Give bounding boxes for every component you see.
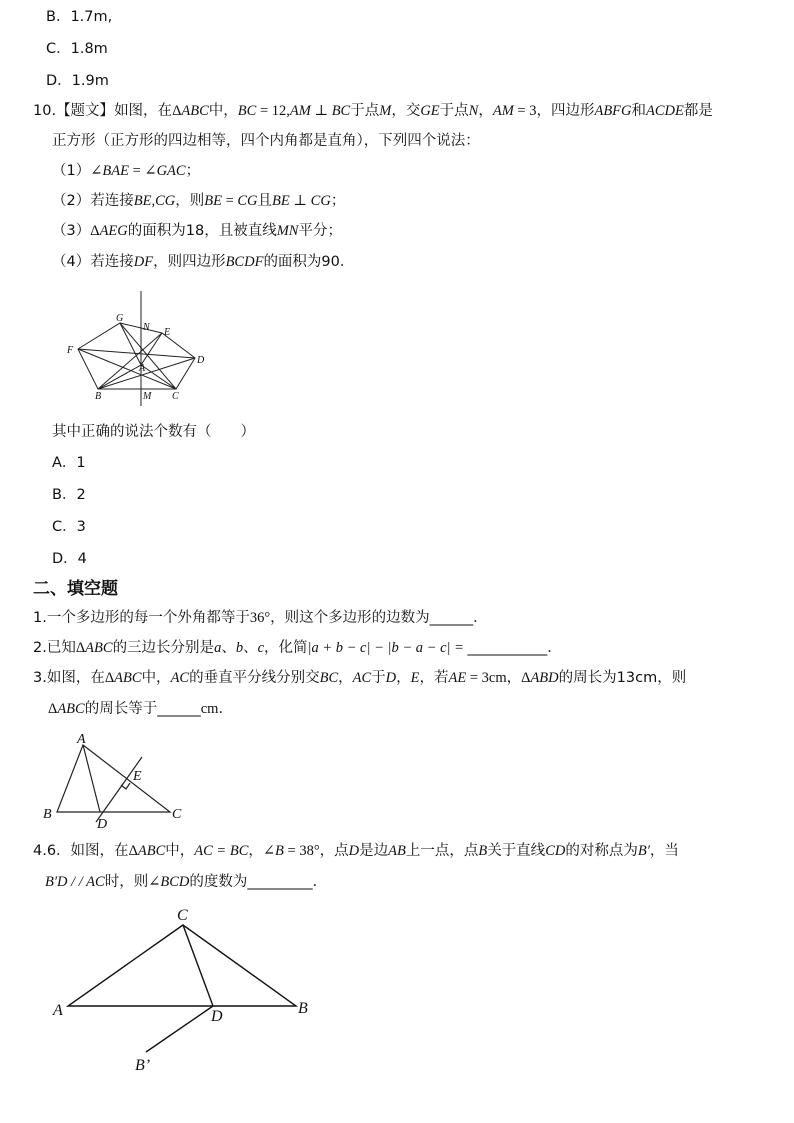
label-d: D [197, 355, 205, 366]
text: 、 [243, 640, 258, 656]
math: CD [545, 843, 566, 859]
text: ， [396, 670, 411, 686]
math: ABC [57, 701, 85, 717]
angle-symbol: ∠ [144, 163, 157, 179]
text: ； [185, 163, 201, 179]
label-b: B [95, 391, 102, 402]
q10-statement-2 [52, 191, 345, 211]
text: 都是 [683, 103, 713, 119]
text: 和 [631, 103, 647, 119]
option-d: D．1.9m [46, 73, 109, 89]
math: ABC [85, 640, 113, 656]
math: ABC [137, 843, 166, 859]
text: 的周长为13cm，则 [558, 670, 687, 686]
text: 的垂直平分线分别交 [189, 670, 320, 686]
math: BCDF [225, 254, 264, 270]
math: GE [420, 103, 440, 119]
label-m: M [143, 391, 152, 402]
text: ，交 [391, 103, 421, 119]
math: D [348, 843, 360, 859]
triangle-symbol: Δ [172, 103, 182, 119]
fill-question-4-line2 [45, 872, 327, 892]
section-title: 二、填空题 [33, 579, 118, 599]
text: 的面积为18，且被直线 [127, 223, 277, 239]
text: （1） [52, 163, 91, 179]
text: 于点 [350, 103, 380, 119]
math: BE [133, 193, 152, 209]
triangle-symbol: Δ [48, 701, 58, 717]
text: ， [506, 670, 522, 686]
math: ⊥ [310, 103, 332, 119]
text: ，点 [319, 843, 349, 859]
q10-line2: 正方形（正方形的四边相等，四个内角都是直角），下列四个说法： [52, 133, 480, 149]
math: B [478, 843, 488, 859]
q10-option-b: B．2 [52, 487, 86, 503]
text: 上一点，点 [405, 843, 479, 859]
triangle-symbol: Δ [521, 670, 531, 686]
angle-symbol: ∠ [90, 163, 103, 179]
text: 于点 [439, 103, 469, 119]
math: BC [319, 670, 339, 686]
label-e: E [164, 327, 171, 338]
triangle-abc [57, 745, 170, 812]
triangle-symbol: Δ [75, 640, 86, 656]
text: （4）若连接 [52, 254, 134, 270]
math: ABFG [594, 103, 632, 119]
angle-symbol: ∠ [148, 874, 161, 890]
label-f: F [67, 345, 74, 356]
math: AEG [99, 223, 128, 239]
label-c: C [172, 807, 182, 822]
text: 中， [141, 670, 171, 686]
math: ABC [181, 103, 209, 119]
text: ． [218, 701, 233, 717]
label-d: D [211, 1008, 223, 1025]
math: AB [388, 843, 406, 859]
math: B′D / / AC [45, 874, 105, 890]
q10-statement-1 [52, 161, 200, 181]
math: AM [492, 103, 514, 119]
text: 关于直线 [487, 843, 546, 859]
math: BAE [102, 163, 129, 179]
text: 的对称点为 [565, 843, 638, 859]
math: |a + b − c| − |b − a − c| = [307, 640, 468, 656]
triangle-symbol: Δ [90, 223, 100, 239]
option-b: B．1.7m, [46, 9, 113, 25]
text: （2）若连接 [52, 193, 134, 209]
math: AE [448, 670, 467, 686]
math: CG [310, 193, 331, 209]
text: 中， [208, 103, 238, 119]
math: CG [237, 193, 258, 209]
text: ． [547, 640, 562, 656]
math: N [468, 103, 479, 119]
math: b [235, 640, 244, 656]
text: ，则这个多边形的边数为______． [270, 610, 488, 626]
text: ，则 [175, 193, 205, 209]
fill-question-4-line1 [33, 841, 679, 861]
text: 的周长等于 [84, 701, 158, 717]
text: 3.如图，在 [33, 670, 105, 686]
text: 4.6．如图，在 [33, 843, 129, 859]
answer-blank: ______ [157, 701, 201, 717]
text: ，则四边形 [153, 254, 226, 270]
text: 的面积为90． [263, 254, 355, 270]
math: B′ [637, 843, 650, 859]
text: 2.已知 [33, 640, 76, 656]
math: BE [204, 193, 222, 209]
text: 的三边长分别是 [112, 640, 215, 656]
fill-question-1 [33, 608, 488, 628]
triangle-symbol: Δ [128, 843, 138, 859]
math: = 38° [283, 843, 320, 859]
math: = 12, [256, 103, 290, 119]
math: DF [133, 254, 154, 270]
text: ，化简 [264, 640, 308, 656]
label-e: E [133, 769, 142, 784]
q10-statement-3 [52, 221, 342, 241]
text: 的度数为 [189, 874, 248, 890]
q10-line1 [33, 101, 713, 121]
text: ，当 [649, 843, 679, 859]
angle-symbol: ∠ [262, 843, 276, 859]
math: c [257, 640, 264, 656]
text: 如图，在 [114, 103, 173, 119]
text: ； [330, 193, 346, 209]
math: ⊥ [289, 193, 311, 209]
text: ，四边形 [536, 103, 595, 119]
math: BCD [160, 874, 190, 890]
math: , [151, 193, 156, 209]
line-ad [83, 745, 100, 812]
triangle-symbol: Δ [104, 670, 115, 686]
text: 且 [257, 193, 273, 209]
math: AC = BC [194, 843, 249, 859]
label-b: B [298, 1000, 308, 1017]
answer-blank: ___________ [467, 640, 548, 656]
math: BC [237, 103, 257, 119]
math: GAC [156, 163, 186, 179]
q10-figure [60, 285, 220, 410]
text: 平分； [298, 223, 342, 239]
label-c: C [172, 391, 179, 402]
math: BE [272, 193, 290, 209]
math: MN [276, 223, 299, 239]
math: D [385, 670, 397, 686]
triangle-abc [68, 925, 296, 1006]
math: ABC [114, 670, 142, 686]
math: = [128, 163, 145, 179]
math: M [379, 103, 392, 119]
math: a [214, 640, 222, 656]
line-cd [183, 925, 213, 1006]
math: = 3 [513, 103, 537, 119]
label-b-prime: B’ [135, 1057, 151, 1074]
label-b: B [43, 807, 52, 822]
math: AM [289, 103, 311, 119]
q10-option-a: A．1 [52, 455, 86, 471]
text: 时，则 [104, 874, 149, 890]
text: ，若 [419, 670, 449, 686]
label-d: D [97, 817, 108, 832]
q10-option-d: D．4 [52, 551, 87, 567]
unit: cm [200, 701, 219, 717]
line-db-prime [146, 1006, 213, 1052]
text: （3） [52, 223, 91, 239]
option-c: C．1.8m [46, 41, 108, 57]
math: BC [331, 103, 351, 119]
fill-3-figure [40, 728, 190, 832]
text: 中， [165, 843, 195, 859]
text: 、 [221, 640, 236, 656]
label-a: A [53, 1002, 63, 1019]
math: ACDE [646, 103, 684, 119]
q10-number: 10. [33, 103, 57, 119]
label-a: A [139, 363, 146, 374]
label-c: C [177, 907, 188, 924]
fill-question-2 [33, 638, 562, 658]
text: 是边 [359, 843, 389, 859]
q10-question: 其中正确的说法个数有（ ） [52, 424, 255, 440]
label-a: A [77, 732, 86, 747]
text: ， [338, 670, 353, 686]
math: = [221, 193, 238, 209]
math: = 3cm [466, 670, 507, 686]
math: B [275, 843, 284, 859]
math: 36° [249, 610, 271, 626]
text: ， [478, 103, 493, 119]
math: E [410, 670, 420, 686]
fill-4-figure [45, 900, 325, 1080]
fill-question-3-line1 [33, 668, 686, 688]
text: 于 [371, 670, 386, 686]
fill-question-3-line2 [48, 699, 233, 719]
math: AC [170, 670, 190, 686]
q10-tag: 【题文】 [56, 103, 115, 119]
math: ABD [530, 670, 559, 686]
text: ． [312, 874, 328, 890]
math: AC [352, 670, 372, 686]
text: ， [248, 843, 263, 859]
answer-blank: _________ [247, 874, 313, 890]
math: CG [155, 193, 176, 209]
label-g: G [116, 313, 124, 324]
label-n: N [143, 322, 150, 333]
text: 1.一个多边形的每一个外角都等于 [33, 610, 250, 626]
q10-statement-4 [52, 252, 354, 272]
q10-option-c: C．3 [52, 519, 86, 535]
